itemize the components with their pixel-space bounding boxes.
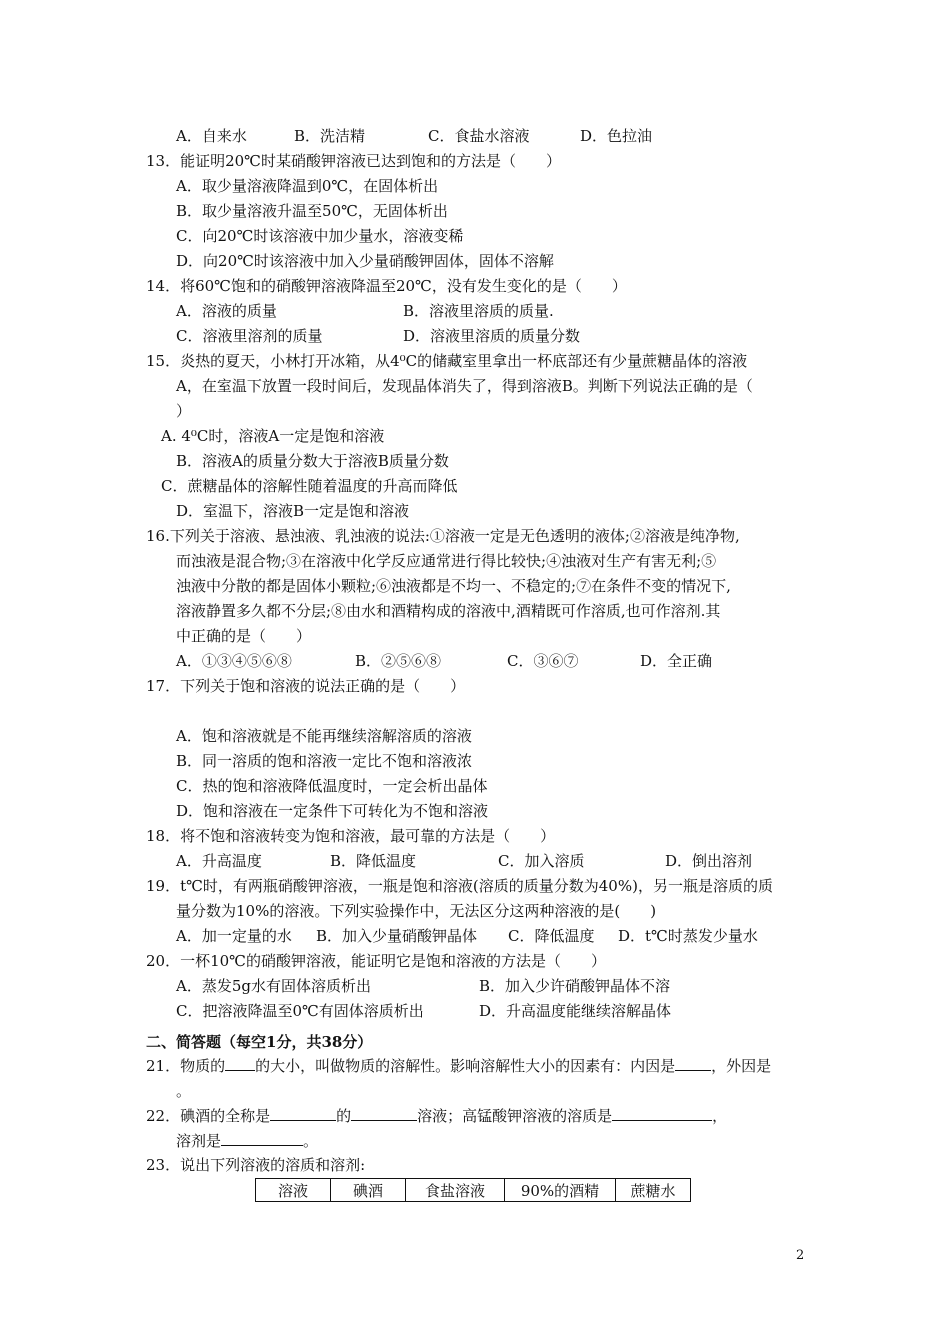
q18-option-d: D．倒出溶剂 xyxy=(665,852,753,870)
q22-line2 xyxy=(176,1131,318,1151)
q14-options-cd xyxy=(176,326,580,346)
q18-options xyxy=(176,851,752,871)
q15-option-c: C．蔗糖晶体的溶解性随着温度的升高而降低 xyxy=(161,477,458,495)
q13-stem: 13．能证明20℃时某硝酸钾溶液已达到饱和的方法是（ ） xyxy=(146,152,561,170)
q15-option-d: D．室温下，溶液B一定是饱和溶液 xyxy=(176,502,410,520)
q21-text-1: 21．物质的 xyxy=(146,1057,226,1075)
q23-table xyxy=(255,1178,691,1202)
q13-option-d: D．向20℃时该溶液中加入少量硝酸钾固体，固体不溶解 xyxy=(176,252,554,270)
q23-header-2: 食盐溶液 xyxy=(406,1179,505,1202)
q19-stem-line2: 量分数为10%的溶液。下列实验操作中，无法区分这两种溶液的是( ) xyxy=(176,902,657,920)
q22-text-3: 溶液；高锰酸钾溶液的溶质是 xyxy=(417,1107,613,1125)
q22-line1 xyxy=(146,1106,727,1126)
q22-blank-4[interactable] xyxy=(221,1131,303,1146)
q22-blank-2[interactable] xyxy=(351,1106,417,1121)
q13-option-a: A．取少量溶液降温到0℃，在固体析出 xyxy=(176,177,439,195)
q18-stem: 18．将不饱和溶液转变为饱和溶液，最可靠的方法是（ ） xyxy=(146,827,556,845)
q21-end: 。 xyxy=(176,1082,192,1100)
q16-stem-line3: 浊液中分散的都是固体小颗粒;⑥浊液都是不均一、不稳定的;⑦在条件不变的情况下, xyxy=(176,577,731,595)
q23-header-1: 碘酒 xyxy=(331,1179,406,1202)
q20-option-d: D．升高温度能继续溶解晶体 xyxy=(479,1002,672,1020)
q16-option-c: C．③⑥⑦ xyxy=(507,652,579,670)
q21-blank-2[interactable] xyxy=(675,1056,711,1071)
q20-options-ab xyxy=(176,976,670,996)
q14-option-a: A．溶液的质量 xyxy=(176,302,277,320)
q22-text-5: 溶剂是 xyxy=(176,1132,222,1150)
q18-option-c: C．加入溶质 xyxy=(498,852,585,870)
q20-options-cd xyxy=(176,1001,671,1021)
q20-option-c: C．把溶液降温至0℃有固体溶质析出 xyxy=(176,1002,424,1020)
q20-stem: 20．一杯10℃的硝酸钾溶液，能证明它是饱和溶液的方法是（ ） xyxy=(146,952,606,970)
q14-options-ab xyxy=(176,301,554,321)
q15-option-b: B．溶液A的质量分数大于溶液B质量分数 xyxy=(176,452,449,470)
q12-option-b: B．洗洁精 xyxy=(294,127,366,145)
q13-option-c: C．向20℃时该溶液中加少量水，溶液变稀 xyxy=(176,227,464,245)
q12-options xyxy=(176,126,652,146)
q15-stem-line2: A，在室温下放置一段时间后，发现晶体消失了，得到溶液B。判断下列说法正确的是（ xyxy=(176,377,753,395)
q21-text-2: 的大小，叫做物质的溶解性。影响溶解性大小的因素有：内因是 xyxy=(255,1057,676,1075)
q22-blank-3[interactable] xyxy=(612,1106,712,1121)
page-number: 2 xyxy=(796,1248,805,1263)
q17-option-c: C．热的饱和溶液降低温度时，一定会析出晶体 xyxy=(176,777,488,795)
q17-option-d: D．饱和溶液在一定条件下可转化为不饱和溶液 xyxy=(176,802,489,820)
q16-option-d: D．全正确 xyxy=(640,652,713,670)
q13-option-b: B．取少量溶液升温至50℃，无固体析出 xyxy=(176,202,448,220)
q16-stem-line1: 16.下列关于溶液、悬浊液、乳浊液的说法:①溶液一定是无色透明的液体;②溶液是纯净物, xyxy=(146,527,740,545)
q12-option-d: D．色拉油 xyxy=(580,127,653,145)
q15-stem-line1: 15．炎热的夏天，小林打开冰箱，从4⁰C的储藏室里拿出一杯底部还有少量蔗糖晶体的溶液 xyxy=(146,352,748,370)
q16-option-a: A．①③④⑤⑥⑧ xyxy=(176,652,292,670)
q19-option-d: D．t℃时蒸发少量水 xyxy=(618,927,758,945)
q16-stem-line5: 中正确的是（ ） xyxy=(176,627,312,645)
q17-option-b: B．同一溶质的饱和溶液一定比不饱和溶液浓 xyxy=(176,752,473,770)
q21-stem xyxy=(146,1056,771,1076)
q22-blank-1[interactable] xyxy=(270,1106,336,1121)
q23-header-0: 溶液 xyxy=(256,1179,331,1202)
q19-option-c: C．降低温度 xyxy=(508,927,595,945)
q12-option-a: A．自来水 xyxy=(176,127,247,145)
q22-text-6: 。 xyxy=(303,1132,319,1150)
q16-stem-line2: 而浊液是混合物;③在溶液中化学反应通常进行得比较快;④浊液对生产有害无利;⑤ xyxy=(176,552,717,570)
q21-blank-1[interactable] xyxy=(225,1056,255,1071)
q22-text-1: 22．碘酒的全称是 xyxy=(146,1107,271,1125)
q16-stem-line4: 溶液静置多久都不分层;⑧由水和酒精构成的溶液中,酒精既可作溶质,也可作溶剂.其 xyxy=(176,602,721,620)
q16-option-b: B．②⑤⑥⑧ xyxy=(355,652,442,670)
q15-stem-line3: ） xyxy=(176,402,192,420)
table-row xyxy=(256,1179,691,1202)
q17-option-a: A．饱和溶液就是不能再继续溶解溶质的溶液 xyxy=(176,727,472,745)
q19-options xyxy=(176,926,758,946)
q17-stem: 17．下列关于饱和溶液的说法正确的是（ ） xyxy=(146,677,466,695)
q23-stem: 23．说出下列溶液的溶质和溶剂: xyxy=(146,1156,366,1174)
q20-option-a: A．蒸发5g水有固体溶质析出 xyxy=(176,977,371,995)
q22-text-2: 的 xyxy=(336,1107,352,1125)
q22-text-4: ， xyxy=(712,1107,728,1125)
q16-options xyxy=(176,651,712,671)
q14-option-d: D．溶液里溶质的质量分数 xyxy=(403,327,581,345)
q12-option-c: C．食盐水溶液 xyxy=(428,127,530,145)
q19-option-a: A．加一定量的水 xyxy=(176,927,292,945)
q20-option-b: B．加入少许硝酸钾晶体不溶 xyxy=(479,977,671,995)
q14-option-c: C．溶液里溶剂的质量 xyxy=(176,327,323,345)
q19-stem-line1: 19．t℃时，有两瓶硝酸钾溶液，一瓶是饱和溶液(溶质的质量分数为40%)，另一瓶是溶质的质 xyxy=(146,877,773,895)
q19-option-b: B．加入少量硝酸钾晶体 xyxy=(316,927,478,945)
section-2-title: 二、简答题（每空1分，共38分） xyxy=(146,1033,373,1051)
q14-option-b: B．溶液里溶质的质量. xyxy=(403,302,554,320)
q23-header-3: 90%的酒精 xyxy=(505,1179,616,1202)
q21-text-3: ，外因是 xyxy=(711,1057,772,1075)
q14-stem: 14．将60℃饱和的硝酸钾溶液降温至20℃，没有发生变化的是（ ） xyxy=(146,277,627,295)
q15-option-a: A. 4⁰C时，溶液A一定是饱和溶液 xyxy=(161,427,385,445)
q18-option-a: A．升高温度 xyxy=(176,852,262,870)
q23-header-4: 蔗糖水 xyxy=(616,1179,691,1202)
q18-option-b: B．降低温度 xyxy=(330,852,417,870)
